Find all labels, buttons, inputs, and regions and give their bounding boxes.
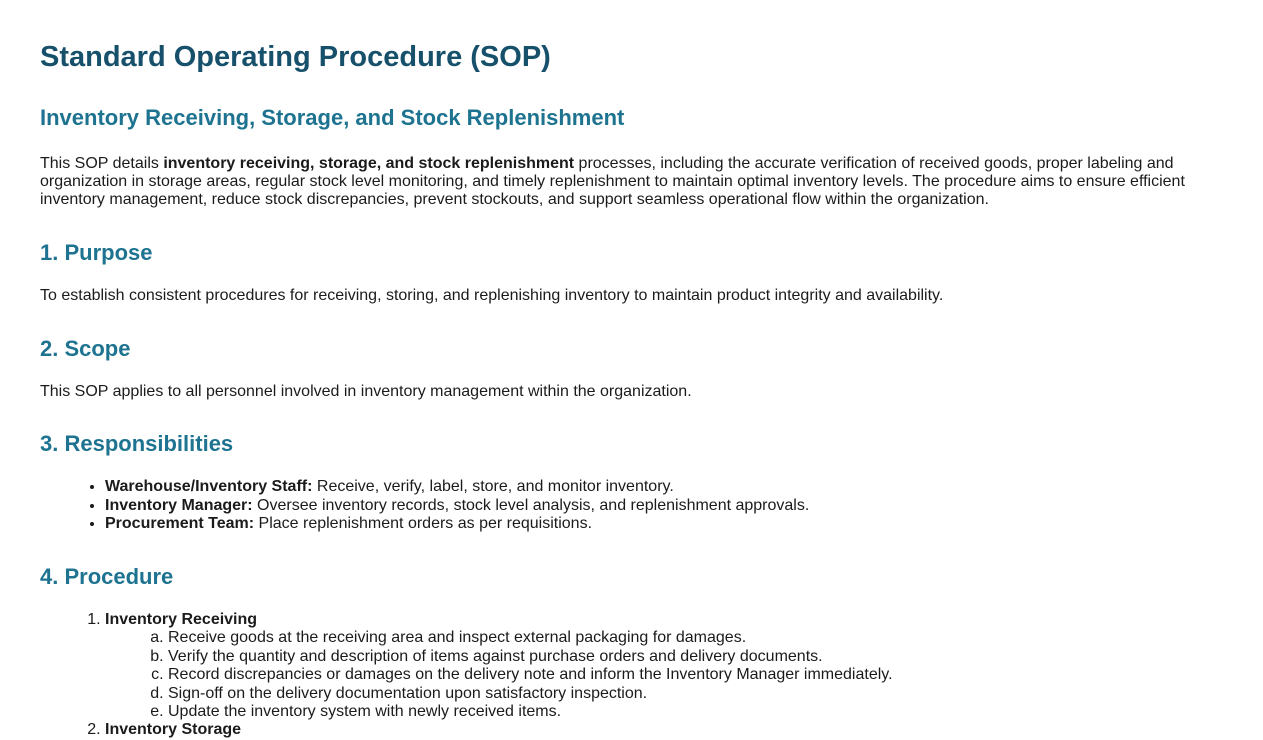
procedure-substeps <box>105 629 1223 721</box>
procedure-steps <box>40 611 1223 740</box>
procedure-step <box>105 721 1223 739</box>
intro-text-prefix: This SOP details <box>40 154 164 172</box>
procedure-substep: d. Sign-off on the delivery documentation upon satisfactory inspection. <box>168 685 1223 703</box>
responsibility-item: • Procurement Team: Place replenishment orders as per requisitions. <box>105 515 1223 533</box>
intro-text-rest: processes, including the accurate verification of received goods, proper labeling and organization in storage areas, regular stock level monitoring, and timely replenishment to maintain optimal inventory levels. The procedure aims to ensure efficient inventory management, reduce stock discrepancies, prevent stockouts, and support seamless operational flow within the organization. <box>40 154 1185 209</box>
purpose-body: To establish consistent procedures for receiving, storing, and replenishing inventory to maintain product integrity and availability. <box>40 287 944 305</box>
procedure-heading: 4. Procedure <box>40 563 174 589</box>
responsibility-item: • Warehouse/Inventory Staff: Receive, verify, label, store, and monitor inventory. <box>105 478 1223 496</box>
procedure-step-title: Inventory Receiving <box>105 610 258 628</box>
procedure-substep: b. Verify the quantity and description of items against purchase orders and delivery documents. <box>168 648 1223 666</box>
procedure-step <box>105 611 1223 721</box>
procedure-substep: e. Update the inventory system with newly received items. <box>168 703 1223 721</box>
procedure-step-title: Inventory Storage <box>105 721 242 739</box>
intro-paragraph <box>40 155 1223 210</box>
responsibility-role: Procurement Team: <box>105 515 255 533</box>
purpose-heading: 1. Purpose <box>40 239 153 265</box>
document-subtitle: Inventory Receiving, Storage, and Stock Replenishment <box>40 105 625 131</box>
responsibilities-heading: 3. Responsibilities <box>40 431 234 457</box>
document-title: Standard Operating Procedure (SOP) <box>40 41 551 73</box>
responsibility-role: Warehouse/Inventory Staff: <box>105 478 313 496</box>
responsibility-role: Inventory Manager: <box>105 496 253 514</box>
procedure-substep: c. Record discrepancies or damages on the delivery note and inform the Inventory Manager immediately. <box>168 666 1223 684</box>
scope-heading: 2. Scope <box>40 335 131 361</box>
responsibilities-list <box>40 478 1223 533</box>
responsibility-item: • Inventory Manager: Oversee inventory records, stock level analysis, and replenishment approvals. <box>105 497 1223 515</box>
scope-body: This SOP applies to all personnel involved in inventory management within the organization. <box>40 382 692 400</box>
intro-text-bold: inventory receiving, storage, and stock replenishment <box>163 154 575 172</box>
procedure-substep: a. Receive goods at the receiving area and inspect external packaging for damages. <box>168 629 1223 647</box>
